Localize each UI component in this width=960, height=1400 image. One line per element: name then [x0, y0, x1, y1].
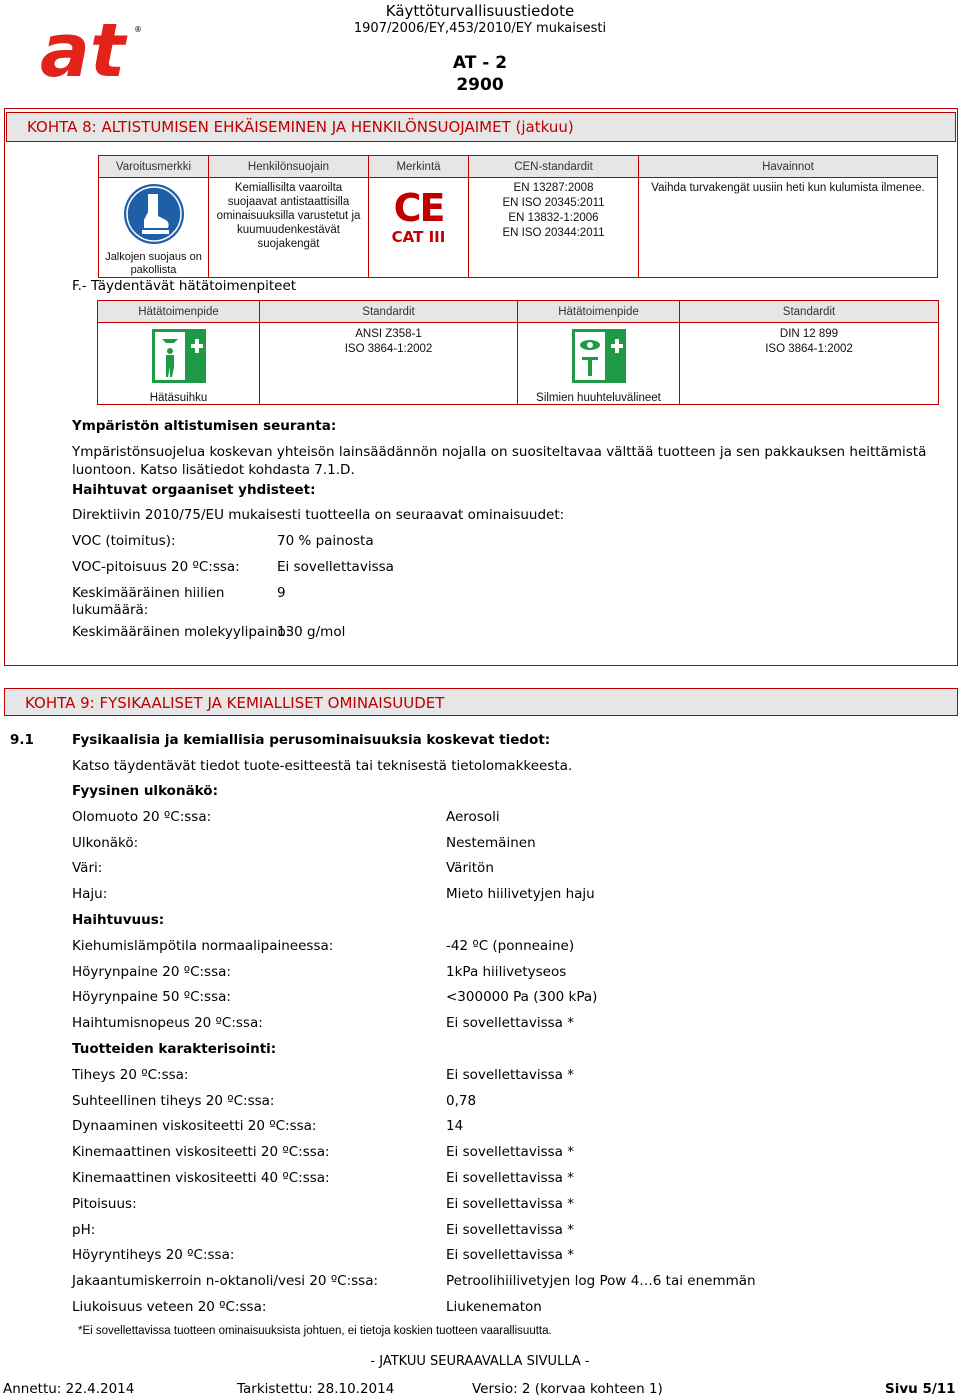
property-label: Jakaantumiskerroin n-oktanoli/vesi 20 ºC:ssa: — [72, 1273, 379, 1289]
environment-text: Ympäristönsuojelua koskevan yhteisön lainsäädännön nojalla on suositeltavaa välttää tuotteen ja sen pakkauksen heittämistä luontoon. Katso lisätiedot kohdasta 7.1.D. — [72, 444, 927, 478]
company-logo — [38, 14, 148, 84]
property-label: Liukoisuus veteen 20 ºC:ssa: — [72, 1299, 267, 1315]
voc-value: 9 — [277, 585, 286, 601]
emergency-shower-icon — [152, 329, 206, 383]
section8-title: KOHTA 8: ALTISTUMISEN EHKÄISEMINEN JA HENKILÖNSUOJAIMET (jatkuu) — [6, 112, 956, 142]
standard-item: DIN 12 899 — [779, 328, 839, 340]
property-value: Väritön — [446, 860, 494, 876]
property-value: Ei sovellettavissa * — [446, 1196, 574, 1212]
standard-item: EN 13287:2008 — [513, 182, 594, 194]
property-value: Ei sovellettavissa * — [446, 1170, 574, 1186]
property-value: Ei sovellettavissa * — [446, 1247, 574, 1263]
standard-item: ISO 3864-1:2002 — [344, 343, 433, 355]
ppe-header-marking: Merkintä — [369, 156, 469, 178]
voc-label: VOC (toimitus): — [72, 533, 176, 549]
ppe-table — [98, 155, 938, 278]
property-value: -42 ºC (ponneaine) — [446, 938, 575, 954]
property-label: Höyrynpaine 20 ºC:ssa: — [72, 964, 231, 980]
property-label: Väri: — [72, 860, 103, 876]
ppe-header-equipment: Henkilönsuojain — [209, 156, 369, 178]
er-right-standards — [680, 323, 939, 405]
property-value: Aerosoli — [446, 809, 500, 825]
er-header-standards-left: Standardit — [260, 301, 518, 323]
voc-label: Keskimääräinen molekyylipaino: — [72, 624, 291, 640]
standard-item: EN ISO 20344:2011 — [502, 227, 605, 239]
er-header-measure-left: Hätätoimenpide — [98, 301, 260, 323]
ppe-header-row — [99, 156, 938, 178]
eyewash-icon — [572, 329, 626, 383]
er-header-row — [98, 301, 939, 323]
ppe-sign-cell — [99, 178, 209, 278]
emergency-measures-table — [97, 300, 939, 405]
document-title: Käyttöturvallisuustiedote — [385, 2, 575, 20]
ppe-header-sign: Varoitusmerkki — [99, 156, 209, 178]
property-group-heading: Haihtuvuus: — [72, 912, 165, 928]
property-label: Höyryntiheys 20 ºC:ssa: — [72, 1247, 235, 1263]
subsection-text: Katso täydentävät tiedot tuote-esitteestä tai teknisestä tietolomakkeesta. — [72, 758, 573, 774]
property-value: Nestemäinen — [446, 835, 536, 851]
product-code: AT - 2 — [452, 53, 508, 73]
standard-item: EN ISO 20345:2011 — [502, 197, 605, 209]
ce-mark: CE — [393, 186, 444, 230]
footnote: *Ei sovellettavissa tuotteen ominaisuuksista johtuen, ei tietoja koskien tuotteen vaarallisuutta. — [78, 1325, 552, 1337]
property-value: 14 — [446, 1118, 464, 1134]
er-left-label: Hätäsuihku — [149, 392, 208, 404]
property-value: 1kPa hiilivetyseos — [446, 964, 567, 980]
property-value: 0,78 — [446, 1093, 477, 1109]
logo-text: at — [40, 14, 126, 84]
property-label: Kinemaattinen viskositeetti 20 ºC:ssa: — [72, 1144, 330, 1160]
er-header-measure-right: Hätätoimenpide — [518, 301, 680, 323]
property-value: Ei sovellettavissa * — [446, 1222, 574, 1238]
er-left-cell — [98, 323, 260, 405]
standard-item: EN 13832-1:2006 — [508, 212, 599, 224]
property-label: Dynaaminen viskositeetti 20 ºC:ssa: — [72, 1118, 317, 1134]
property-label: Höyrynpaine 50 ºC:ssa: — [72, 989, 231, 1005]
property-value: Petroolihiilivetyjen log Pow 4…6 tai enemmän — [446, 1273, 756, 1289]
er-row — [98, 323, 939, 405]
property-value: Mieto hiilivetyjen haju — [446, 886, 595, 902]
voc-label: VOC-pitoisuus 20 ºC:ssa: — [72, 559, 240, 575]
issued-date: Annettu: 22.4.2014 — [3, 1381, 135, 1397]
property-value: <300000 Pa (300 kPa) — [446, 989, 598, 1005]
subsection-title: Fysikaalisia ja kemiallisia perusominaisuuksia koskevat tiedot: — [72, 732, 551, 748]
property-label: Haju: — [72, 886, 108, 902]
voc-value: Ei sovellettavissa — [277, 559, 394, 575]
property-label: Ulkonäkö: — [72, 835, 139, 851]
property-label: Olomuoto 20 ºC:ssa: — [72, 809, 212, 825]
property-value: Ei sovellettavissa * — [446, 1144, 574, 1160]
property-group-heading: Fyysinen ulkonäkö: — [72, 783, 218, 799]
ppe-header-standards: CEN-standardit — [469, 156, 639, 178]
voc-value: 130 g/mol — [277, 624, 346, 640]
property-group-heading: Tuotteiden karakterisointi: — [72, 1041, 277, 1057]
foot-protection-icon — [122, 182, 186, 246]
property-label: Kiehumislämpötila normaalipaineessa: — [72, 938, 334, 954]
cat-mark: CAT III — [391, 228, 446, 246]
product-name — [380, 52, 580, 96]
er-right-cell — [518, 323, 680, 405]
ppe-header-remarks: Havainnot — [639, 156, 938, 178]
property-label: Pitoisuus: — [72, 1196, 137, 1212]
environment-heading: Ympäristön altistumisen seuranta: — [72, 418, 337, 434]
standard-item: ANSI Z358-1 — [355, 328, 422, 340]
voc-value: 70 % painosta — [277, 533, 374, 549]
property-label: Kinemaattinen viskositeetti 40 ºC:ssa: — [72, 1170, 330, 1186]
voc-label: Keskimääräinen hiilien lukumäärä: — [72, 585, 225, 618]
er-right-label: Silmien huuhteluvälineet — [536, 392, 661, 404]
product-number: 2900 — [456, 75, 504, 95]
revised-date: Tarkistettu: 28.10.2014 — [237, 1381, 395, 1397]
property-value: Liukenematon — [446, 1299, 542, 1315]
property-label: Haihtumisnopeus 20 ºC:ssa: — [72, 1015, 263, 1031]
property-value: Ei sovellettavissa * — [446, 1015, 574, 1031]
section9-title: KOHTA 9: FYSIKAALISET JA KEMIALLISET OMINAISUUDET — [4, 688, 958, 716]
voc-heading: Haihtuvat orgaaniset yhdisteet: — [72, 482, 316, 498]
ppe-sign-label: Jalkojen suojaus on pakollista — [105, 251, 202, 276]
supplementary-measures-heading: F.- Täydentävät hätätoimenpiteet — [72, 278, 297, 294]
property-value: Ei sovellettavissa * — [446, 1067, 574, 1083]
regulation-reference: 1907/2006/EY,453/2010/EY mukaisesti — [353, 21, 607, 36]
er-left-standards — [260, 323, 518, 405]
ppe-standards-cell — [469, 178, 639, 278]
property-label: Suhteellinen tiheys 20 ºC:ssa: — [72, 1093, 275, 1109]
version: Versio: 2 (korvaa kohteen 1) — [472, 1381, 663, 1397]
subsection-number: 9.1 — [10, 732, 34, 748]
standard-item: ISO 3864-1:2002 — [765, 343, 853, 355]
svg-text:®: ® — [134, 25, 142, 34]
ppe-remarks-cell: Vaihda turvakengät uusiin heti kun kulumista ilmenee. — [639, 178, 938, 278]
ppe-row — [99, 178, 938, 278]
ppe-equipment-cell: Kemiallisilta vaaroilta suojaavat antistaattisilla ominaisuuksilla varustetut ja kuumuudenkestävät suojakengät — [209, 178, 369, 278]
property-label: Tiheys 20 ºC:ssa: — [72, 1067, 189, 1083]
voc-intro: Direktiivin 2010/75/EU mukaisesti tuotteella on seuraavat ominaisuudet: — [72, 507, 565, 523]
continues-notice: - JATKUU SEURAAVALLA SIVULLA - — [370, 1354, 590, 1369]
page-number: Sivu 5/11 — [885, 1381, 956, 1397]
ppe-marking-cell — [369, 178, 469, 278]
property-label: pH: — [72, 1222, 96, 1238]
er-header-standards-right: Standardit — [680, 301, 939, 323]
